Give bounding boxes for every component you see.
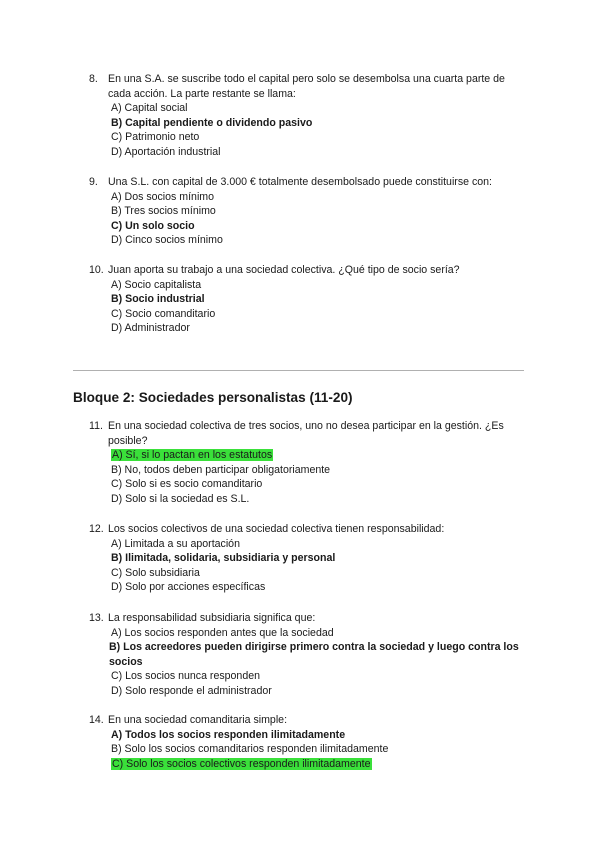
question-8 — [89, 72, 529, 160]
options-list — [111, 728, 529, 772]
option-d: D) Aportación industrial — [111, 145, 221, 158]
option-c: C) Solo subsidiaria — [111, 566, 200, 579]
question-text: Juan aporta su trabajo a una sociedad colectiva. ¿Qué tipo de socio sería? — [108, 264, 460, 276]
option-c: C) Solo si es socio comanditario — [111, 478, 263, 491]
question-text: Los socios colectivos de una sociedad colectiva tienen responsabilidad: — [108, 523, 445, 535]
options-list — [111, 101, 529, 159]
question-number: 8. — [89, 73, 98, 85]
question-11 — [89, 419, 529, 507]
question-stem — [89, 611, 529, 626]
option-c-highlighted — [111, 757, 529, 772]
options-list — [111, 537, 529, 595]
option-a: A) Capital social — [111, 102, 188, 115]
question-stem — [89, 263, 529, 278]
highlight-mark: C) Solo los socios colectivos responden ilimitadamente — [112, 757, 371, 770]
question-number: 10. — [89, 264, 104, 276]
question-stem — [89, 419, 529, 448]
option-a-bold: A) Todos los socios responden ilimitadamente — [111, 728, 346, 741]
question-10 — [89, 263, 529, 336]
option-d: D) Administrador — [111, 322, 190, 335]
options-list — [111, 626, 529, 699]
option-b-correct: B) Ilimitada, solidaria, subsidiaria y personal — [111, 552, 336, 565]
option-d: D) Solo si la sociedad es S.L. — [111, 492, 250, 505]
option-c: C) Los socios nunca responden — [111, 670, 260, 683]
option-d: D) Solo por acciones específicas — [111, 581, 266, 594]
option-c: C) Socio comanditario — [111, 307, 216, 320]
section-title: Bloque 2: Sociedades personalistas (11-20) — [73, 390, 353, 405]
options-list — [111, 190, 529, 248]
option-a: A) Socio capitalista — [111, 278, 202, 291]
question-text: Una S.L. con capital de 3.000 € totalmente desembolsado puede constituirse con: — [108, 176, 492, 188]
question-number: 14. — [89, 714, 104, 726]
option-b: B) No, todos deben participar obligatoriamente — [111, 463, 331, 476]
option-d: D) Solo responde el administrador — [111, 684, 272, 697]
option-b-correct: B) Socio industrial — [111, 293, 205, 306]
option-c: C) Patrimonio neto — [111, 131, 200, 144]
options-list — [111, 278, 529, 336]
question-number: 9. — [89, 176, 98, 188]
question-stem — [89, 175, 529, 190]
question-13 — [89, 611, 529, 699]
section-divider — [73, 370, 524, 371]
question-number: 13. — [89, 612, 104, 624]
option-d: D) Cinco socios mínimo — [111, 234, 223, 247]
option-a: A) Los socios responden antes que la sociedad — [111, 626, 334, 639]
question-text: En una sociedad comanditaria simple: — [108, 714, 288, 726]
option-a: A) Limitada a su aportación — [111, 537, 240, 550]
question-14 — [89, 713, 529, 771]
question-stem — [89, 713, 529, 728]
option-b-correct: B) Capital pendiente o dividendo pasivo — [111, 116, 313, 129]
option-a-highlighted — [111, 448, 529, 463]
option-c-correct: C) Un solo socio — [111, 219, 195, 232]
option-a: A) Dos socios mínimo — [111, 190, 215, 203]
question-stem — [89, 522, 529, 537]
question-number: 11. — [89, 420, 103, 432]
question-text: En una S.A. se suscribe todo el capital pero solo se desembolsa una cuarta parte de cada acción. La parte restante se llama: — [108, 73, 505, 100]
question-text: En una sociedad colectiva de tres socios, uno no desea participar en la gestión. ¿Es posible? — [108, 420, 504, 447]
option-b-correct: B) Los acreedores pueden dirigirse primero contra la sociedad y luego contra los socios — [109, 641, 519, 668]
question-12 — [89, 522, 529, 595]
option-b: B) Solo los socios comanditarios responden ilimitadamente — [111, 743, 389, 756]
question-9 — [89, 175, 529, 248]
highlight-mark: A) Sí, si lo pactan en los estatutos — [112, 449, 273, 462]
question-number: 12. — [89, 523, 104, 535]
question-text: La responsabilidad subsidiaria significa que: — [108, 612, 316, 624]
question-stem — [89, 72, 529, 101]
option-b: B) Tres socios mínimo — [111, 205, 216, 218]
options-list — [111, 448, 529, 506]
